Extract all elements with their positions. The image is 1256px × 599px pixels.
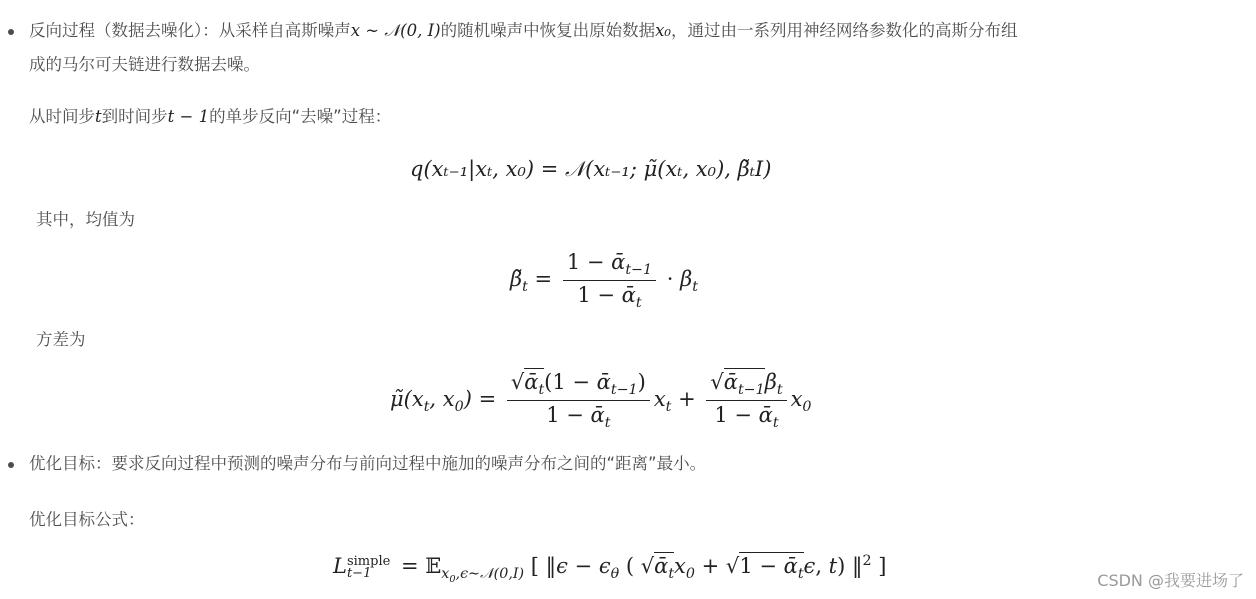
objective-label: 优化目标公式：	[29, 510, 145, 529]
equation-objective: L simple t−1 = 𝔼$_{x_0,\epsilon\sim 𝒩(0,I)}$ [ ‖ϵ − $\epsilon_\theta$ ( $√ᾱ_tx_0 + √1$ − ᾱ$_t$ϵ, t) ‖$^2$ ]	[333, 553, 887, 586]
bullet2-text: 优化目标：要求反向过程中预测的噪声分布与前向过程中施加的噪声分布之间的“距离”最小。	[29, 454, 707, 473]
bullet1-lead: 反向过程（数据去噪化）：从采样自高斯噪声	[29, 21, 351, 40]
step-line	[29, 105, 391, 129]
equation-beta: $\betã_t$ = $\frac{1 - ᾱ_{t-1}}{1 - ᾱ_t}$ · $\beta_t$	[510, 250, 698, 312]
bullet1-mid: 的随机噪声中恢复出原始数据	[440, 21, 656, 40]
bullet1-tail: ，通过由一系列用神经网络参数化的高斯分布组	[670, 21, 1018, 40]
bullet1-math-x0: x₀	[655, 21, 671, 40]
equation-mu: $\mũ(x_t$, $x_0$) = $\frac{√ᾱ_t(1 - ᾱ_{t-1})}{1 - ᾱ_t}$ $x_t$ + $\frac{√ᾱ_{t-1}\beta_t}{1 - ᾱ_t}$ $x_0$	[390, 370, 812, 432]
label-variance: 方差为	[36, 330, 86, 349]
csdn-watermark: CSDN @我要进场了	[1097, 571, 1244, 590]
step-a: 从时间步	[29, 107, 95, 126]
step-b: 到时间步	[101, 107, 168, 126]
bullet-dot	[8, 29, 14, 35]
bullet1-math-noise: x ∼ 𝒩(0, I)	[350, 21, 441, 40]
bullet1-line1	[29, 19, 1017, 43]
label-mean: 其中，均值为	[36, 210, 135, 229]
bullet-dot	[8, 462, 14, 468]
step-c: 的单步反向“去噪”过程：	[209, 107, 392, 126]
step-t1: t − 1	[167, 107, 210, 126]
equation-q: q(xₜ₋₁|xₜ, x₀) = 𝒩(xₜ₋₁; μ̃(xₜ, x₀), β̃ₜI)	[410, 157, 772, 181]
step-t: t	[95, 107, 102, 126]
bullet1-line2: 成的马尔可夫链进行数据去噪。	[29, 55, 260, 74]
